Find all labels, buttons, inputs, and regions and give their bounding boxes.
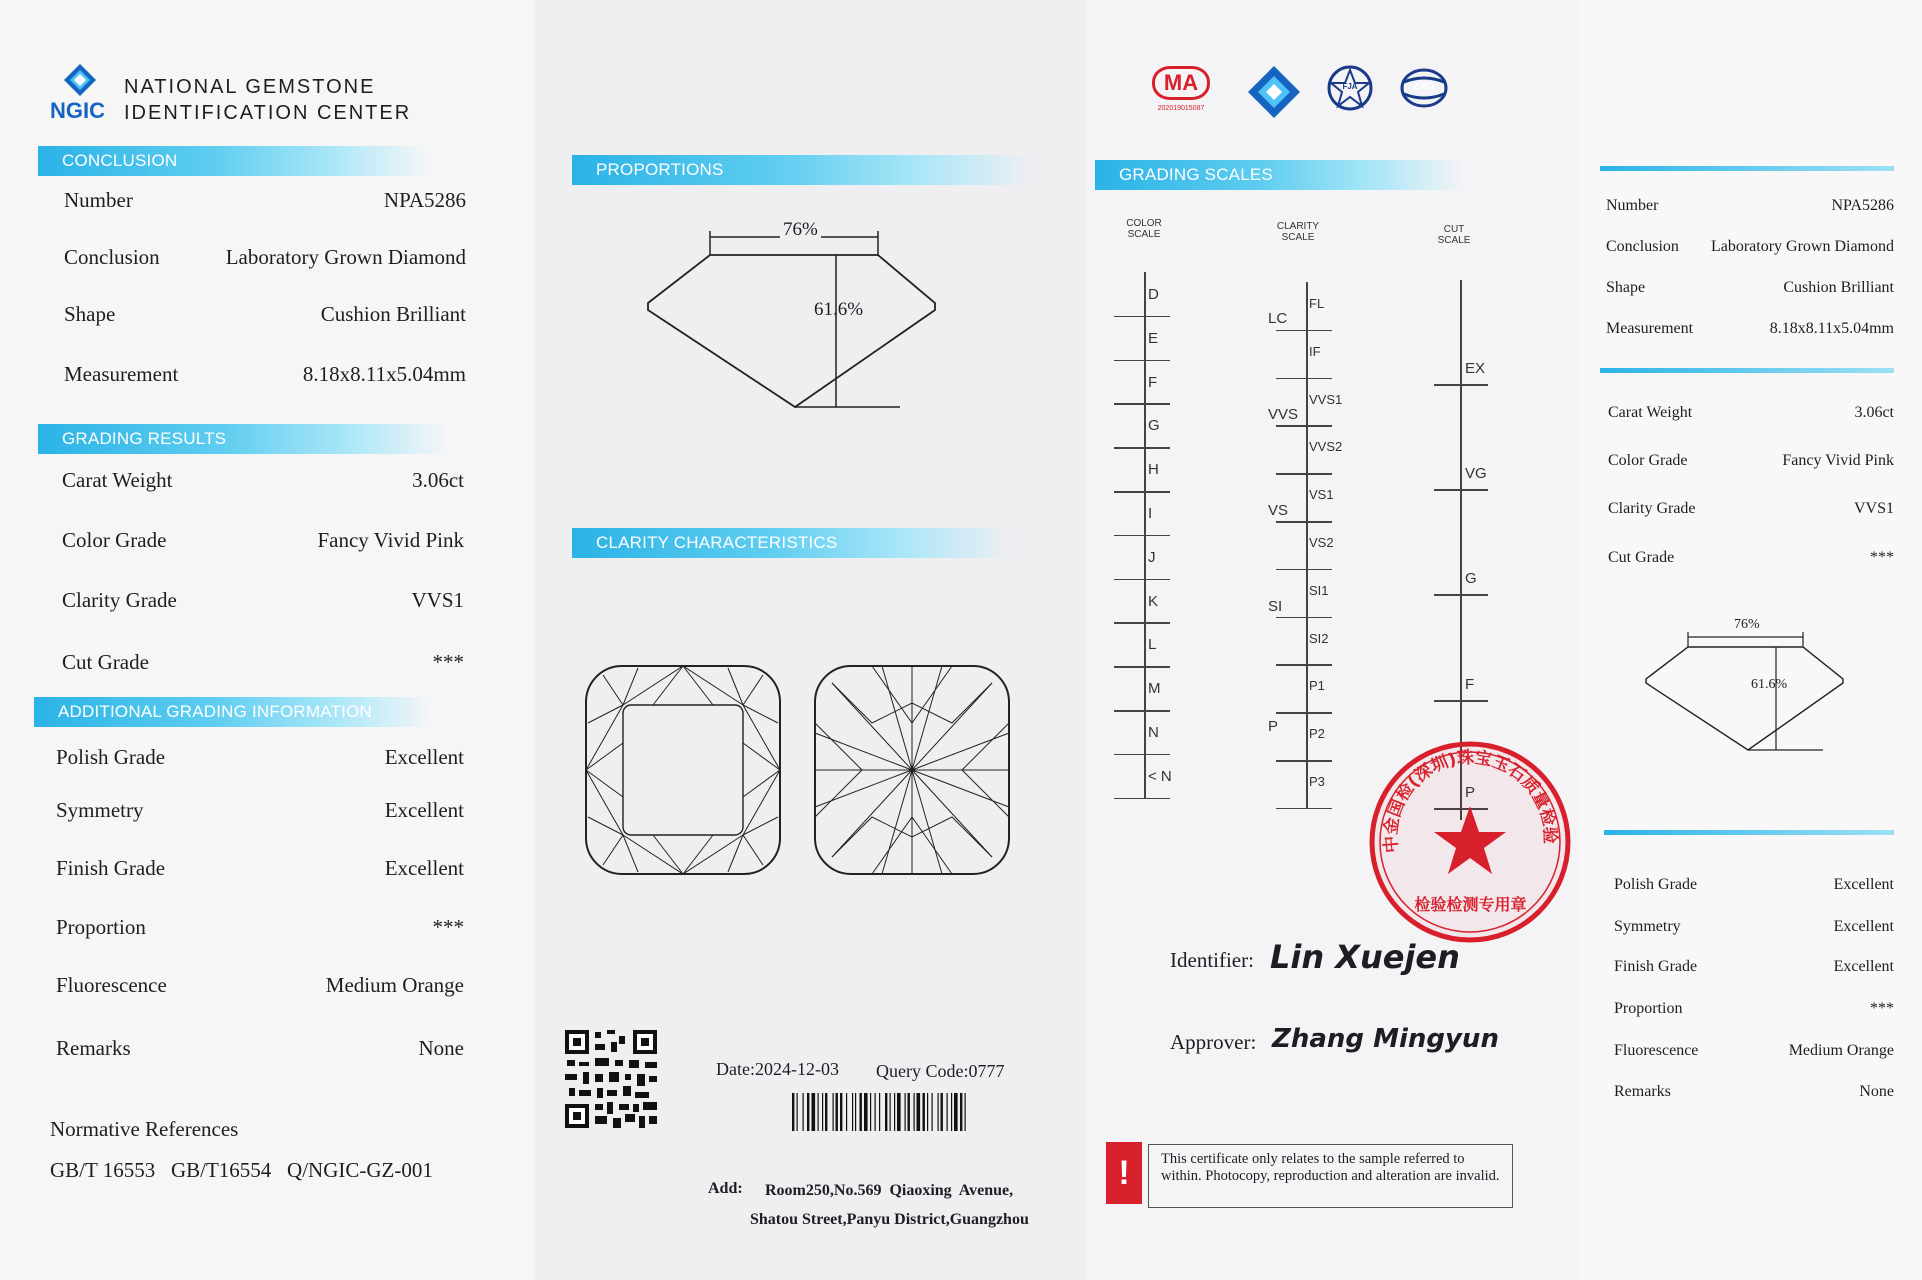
cut-scale-title: CUT SCALE <box>1437 224 1471 246</box>
barcode-bar <box>879 1093 880 1131</box>
barcode-bar <box>960 1093 962 1131</box>
field-row <box>62 528 464 557</box>
clarity-group-label: LC <box>1268 310 1288 327</box>
barcode <box>792 1093 1018 1131</box>
field-row <box>1614 1042 1894 1066</box>
color-scale-tick <box>1114 491 1170 493</box>
barcode-bar <box>825 1093 827 1131</box>
field-label: Conclusion <box>1606 238 1679 255</box>
color-grade-label: J <box>1148 548 1156 566</box>
barcode-bar <box>894 1093 895 1131</box>
color-scale-tick <box>1114 622 1170 624</box>
org-name-line2: IDENTIFICATION CENTER <box>124 102 412 124</box>
field-row <box>64 362 466 391</box>
color-grade-label: E <box>1148 329 1159 347</box>
color-scale-tick <box>1114 403 1170 405</box>
cut-scale-tick <box>1434 489 1488 491</box>
field-row <box>64 302 466 331</box>
field-value: 3.06ct <box>1854 404 1894 421</box>
color-scale-tick <box>1114 535 1170 537</box>
field-row <box>1614 958 1894 982</box>
qr-code[interactable] <box>565 1030 657 1128</box>
barcode-bar <box>833 1093 834 1131</box>
zjgj-text: ZJGJ <box>1413 82 1434 91</box>
clarity-grade-label: SI1 <box>1309 582 1329 598</box>
field-label: Color Grade <box>62 528 167 552</box>
field-row <box>1608 500 1894 524</box>
field-label: Number <box>64 188 133 212</box>
barcode-icon <box>792 1093 1018 1131</box>
barcode-bar <box>917 1093 921 1131</box>
color-grade-label: L <box>1148 636 1157 654</box>
color-scale-title: COLOR SCALE <box>1126 218 1162 240</box>
clarity-grade-label: P3 <box>1309 774 1325 789</box>
identifier-signature: Lin Xuejen <box>1270 938 1460 976</box>
field-row <box>1614 1083 1894 1107</box>
seal-bottom-text: 检验检测专用章 <box>1414 895 1527 914</box>
barcode-bar <box>885 1093 887 1131</box>
barcode-bar <box>954 1093 958 1131</box>
field-value: *** <box>1870 1000 1894 1017</box>
field-row <box>1608 549 1894 573</box>
clarity-grade-label: SI2 <box>1309 630 1329 646</box>
color-grade-label: G <box>1148 417 1160 435</box>
field-value: 8.18x8.11x5.04mm <box>302 362 466 386</box>
cut-grade-label: VG <box>1465 465 1487 482</box>
field-value: None <box>418 1036 464 1060</box>
org-name-line1: NATIONAL GEMSTONE <box>124 76 376 98</box>
identifier-label: Identifier: <box>1170 948 1254 972</box>
barcode-bar <box>965 1093 966 1131</box>
crown-plot <box>583 663 783 877</box>
field-row <box>1614 876 1894 900</box>
barcode-bar <box>792 1093 794 1131</box>
barcode-bar <box>941 1093 943 1131</box>
field-label: Polish Grade <box>56 745 166 769</box>
clarity-scale-tick <box>1276 330 1332 332</box>
color-scale-tick <box>1114 798 1170 800</box>
clarity-scale-tick <box>1276 712 1332 714</box>
clarity-grade-label: VVS1 <box>1309 391 1343 407</box>
address-line1: Room250,No.569 Qiaoxing Avenue, <box>765 1182 1014 1199</box>
summary-depth-percent: 61.6% <box>1751 677 1788 692</box>
clarity-scale-tick <box>1276 425 1332 427</box>
field-label: Remarks <box>1614 1083 1671 1100</box>
barcode-bar <box>908 1093 910 1131</box>
color-scale-tick <box>1114 579 1170 581</box>
field-row <box>56 798 464 827</box>
diamond-mark-icon <box>1246 64 1302 120</box>
field-label: Finish Grade <box>56 856 166 880</box>
field-value: Excellent <box>384 745 464 769</box>
ngic-logo <box>48 60 118 123</box>
cut-grade-label: G <box>1465 570 1477 587</box>
grading-scales-banner: GRADING SCALES <box>1095 160 1465 190</box>
field-row <box>56 856 464 885</box>
clarity-characteristics-banner: CLARITY CHARACTERISTICS <box>572 528 1012 558</box>
field-row <box>1614 1000 1894 1024</box>
color-scale-tick <box>1114 666 1170 668</box>
barcode-bar <box>852 1093 853 1131</box>
field-row <box>56 745 464 774</box>
field-value: Excellent <box>1833 958 1894 975</box>
field-label: Carat Weight <box>1608 404 1693 421</box>
color-grade-label: D <box>1148 286 1159 303</box>
ngic-mark-logo <box>1246 64 1302 120</box>
barcode-bar <box>927 1093 928 1131</box>
field-value: VVS1 <box>1853 500 1894 517</box>
barcode-bar <box>812 1093 816 1131</box>
field-label: Fluorescence <box>56 973 167 997</box>
clarity-grade-label: P2 <box>1309 726 1325 742</box>
diamond-pavilion-icon <box>812 663 1012 877</box>
field-label: Proportion <box>1614 1000 1683 1017</box>
field-row <box>1606 197 1894 221</box>
barcode-bar <box>822 1093 823 1131</box>
barcode-bar <box>914 1093 915 1131</box>
field-label: Finish Grade <box>1614 958 1698 975</box>
barcode-bar <box>860 1093 862 1131</box>
barcode-bar <box>840 1093 842 1131</box>
diamond-crown-icon <box>583 663 783 877</box>
barcode-bar <box>905 1093 906 1131</box>
grading-results-banner: GRADING RESULTS <box>38 424 448 454</box>
official-seal <box>1368 740 1573 945</box>
address-line2: Shatou Street,Panyu District,Guangzhou <box>750 1211 1029 1228</box>
color-scale-tick <box>1114 447 1170 449</box>
clarity-grade-label: VVS2 <box>1309 439 1343 455</box>
clarity-scale-tick <box>1276 617 1332 619</box>
field-value: VVS1 <box>411 588 464 612</box>
field-row <box>62 588 464 617</box>
clarity-group-label: VVS <box>1268 406 1299 423</box>
barcode-bar <box>947 1093 948 1131</box>
field-value: None <box>1859 1083 1894 1100</box>
globe-seal-icon <box>1398 66 1450 118</box>
field-value: Excellent <box>384 856 464 880</box>
barcode-bar <box>951 1093 952 1131</box>
color-scale-tick <box>1114 710 1170 712</box>
zjgj-logo <box>1398 66 1450 118</box>
field-row <box>1608 404 1894 428</box>
field-label: Fluorescence <box>1614 1042 1699 1059</box>
field-value: Cushion Brilliant <box>320 302 466 326</box>
field-label: Carat Weight <box>62 468 173 492</box>
approver-label: Approver: <box>1170 1030 1257 1054</box>
field-row <box>64 245 466 274</box>
field-label: Clarity Grade <box>62 588 177 612</box>
panel-scales <box>1085 0 1580 1280</box>
summary-table-percent: 76% <box>1734 617 1760 632</box>
color-grade-label: H <box>1148 461 1159 479</box>
barcode-bar <box>797 1093 798 1131</box>
summary-rule-mid <box>1600 368 1894 373</box>
ma-text: MA <box>1152 66 1210 100</box>
field-label: Polish Grade <box>1614 876 1698 893</box>
field-row <box>62 650 464 679</box>
clarity-scale-tick <box>1276 760 1332 762</box>
cut-scale-tick <box>1434 700 1488 702</box>
field-label: Remarks <box>56 1036 131 1060</box>
field-label: Clarity Grade <box>1608 500 1696 517</box>
warning-text: This certificate only relates to the sample referred to within. Photocopy, reproduction and alteration are invalid. <box>1161 1151 1500 1184</box>
seal-arc-text: 中金国检(深圳)珠宝玉石质量检验 <box>1381 747 1560 854</box>
approver-signature: Zhang Mingyun <box>1272 1024 1499 1054</box>
clarity-group-label: SI <box>1268 598 1283 615</box>
field-label: Color Grade <box>1608 452 1688 469</box>
field-label: Cut Grade <box>1608 549 1675 566</box>
field-row <box>1608 452 1894 476</box>
fja-logo <box>1326 64 1374 112</box>
field-value: Excellent <box>384 798 464 822</box>
clarity-scale-axis <box>1306 282 1308 808</box>
warning-icon: ! <box>1106 1142 1142 1204</box>
barcode-bar <box>897 1093 901 1131</box>
barcode-bar <box>807 1093 809 1131</box>
barcode-bar <box>846 1093 847 1131</box>
color-grade-label: I <box>1148 505 1153 522</box>
field-label: Number <box>1606 197 1659 214</box>
barcode-bar <box>938 1093 939 1131</box>
clarity-scale-title: CLARITY SCALE <box>1276 221 1320 243</box>
clarity-scale-tick <box>1276 569 1332 571</box>
color-grade-label: F <box>1148 373 1158 391</box>
field-value: Medium Orange <box>325 973 464 997</box>
barcode-bar <box>923 1093 925 1131</box>
field-label: Shape <box>1606 279 1646 296</box>
table-percent: 76% <box>780 219 821 241</box>
diamond-profile-small-icon <box>1643 615 1848 755</box>
color-grade-label: < N <box>1148 767 1172 785</box>
depth-percent: 61.6% <box>814 299 864 320</box>
clarity-group-label: P <box>1268 718 1279 735</box>
field-value: Laboratory Grown Diamond <box>225 245 466 269</box>
barcode-bar <box>836 1093 838 1131</box>
field-row <box>1614 918 1894 942</box>
field-row <box>1606 238 1894 262</box>
field-label: Cut Grade <box>62 650 149 674</box>
field-value: 3.06ct <box>412 468 464 492</box>
cut-scale-axis <box>1460 280 1462 820</box>
barcode-bar <box>870 1093 871 1131</box>
date-text: Date:2024-12-03 <box>716 1059 839 1079</box>
summary-proportions-diagram <box>1643 615 1848 755</box>
proportions-diagram <box>640 215 940 415</box>
field-value: Excellent <box>1833 876 1894 893</box>
field-row <box>56 915 464 944</box>
clarity-grade-label: VS2 <box>1309 535 1334 550</box>
field-value: Medium Orange <box>1788 1042 1894 1059</box>
field-label: Proportion <box>56 915 146 939</box>
color-grade-label: K <box>1148 592 1159 610</box>
barcode-bar <box>818 1093 819 1131</box>
clarity-scale-tick <box>1276 664 1332 666</box>
cut-scale-tick <box>1434 384 1488 386</box>
barcode-bar <box>803 1093 804 1131</box>
barcode-bar <box>855 1093 856 1131</box>
field-value: Fancy Vivid Pink <box>1782 452 1894 469</box>
field-value: Excellent <box>1833 918 1894 935</box>
field-value: Laboratory Grown Diamond <box>1710 238 1894 255</box>
field-value: *** <box>1870 549 1894 566</box>
fja-text: FJA <box>1342 82 1358 91</box>
barcode-bar <box>932 1093 933 1131</box>
field-label: Shape <box>64 302 116 326</box>
field-value: *** <box>432 650 464 674</box>
ma-code: 202019015087 <box>1157 105 1205 112</box>
barcode-bar <box>875 1093 876 1131</box>
summary-rule-top <box>1600 166 1894 171</box>
ma-logo <box>1148 64 1214 120</box>
field-row <box>1606 279 1894 303</box>
field-row <box>62 468 464 497</box>
field-row <box>56 973 464 1002</box>
barcode-bar <box>864 1093 868 1131</box>
clarity-scale-tick <box>1276 521 1332 523</box>
field-row <box>1606 320 1894 344</box>
color-scale-tick <box>1114 360 1170 362</box>
field-label: Measurement <box>64 362 179 386</box>
cut-grade-label: F <box>1465 676 1475 693</box>
field-row <box>56 1036 464 1065</box>
normative-refs: GB/T 16553 GB/T16554 Q/NGIC-GZ-001 <box>50 1158 433 1182</box>
field-value: Cushion Brilliant <box>1783 279 1894 296</box>
diamond-profile-icon <box>640 215 940 415</box>
clarity-grade-label: VS1 <box>1309 487 1334 503</box>
clarity-grade-label: P1 <box>1309 678 1325 694</box>
ngic-abbr: NGIC <box>50 98 105 123</box>
address-label: Add: <box>708 1180 743 1197</box>
clarity-scale-tick <box>1276 808 1332 810</box>
field-value: 8.18x8.11x5.04mm <box>1769 320 1894 337</box>
query-code-text: Query Code:0777 <box>876 1061 1005 1081</box>
clarity-scale-tick <box>1276 378 1332 380</box>
field-label: Measurement <box>1606 320 1694 337</box>
pavilion-plot <box>812 663 1012 877</box>
color-grade-label: N <box>1148 724 1159 741</box>
clarity-group-label: VS <box>1268 502 1289 519</box>
warning-box <box>1148 1144 1513 1208</box>
additional-banner: ADDITIONAL GRADING INFORMATION <box>34 697 434 727</box>
field-value: NPA5286 <box>383 188 466 212</box>
cut-scale-tick <box>1434 594 1488 596</box>
color-scale-tick <box>1114 754 1170 756</box>
field-label: Conclusion <box>64 245 160 269</box>
conclusion-banner: CONCLUSION <box>38 146 428 176</box>
color-scale-tick <box>1114 316 1170 318</box>
summary-rule-bottom <box>1604 830 1894 835</box>
clarity-grade-label: IF <box>1309 343 1321 359</box>
clarity-grade-label: FL <box>1309 296 1325 311</box>
color-grade-label: M <box>1148 680 1161 698</box>
barcode-bar <box>890 1093 891 1131</box>
field-value: Fancy Vivid Pink <box>317 528 464 552</box>
clarity-scale-tick <box>1276 473 1332 475</box>
field-value: *** <box>432 915 464 939</box>
qr-code-icon <box>565 1030 657 1128</box>
field-label: Symmetry <box>1614 918 1681 935</box>
field-row <box>64 188 466 217</box>
cut-grade-label: EX <box>1465 360 1486 377</box>
proportions-banner: PROPORTIONS <box>572 155 1032 185</box>
field-value: NPA5286 <box>1831 197 1894 214</box>
normative-title: Normative References <box>50 1117 239 1141</box>
field-label: Symmetry <box>56 798 144 822</box>
